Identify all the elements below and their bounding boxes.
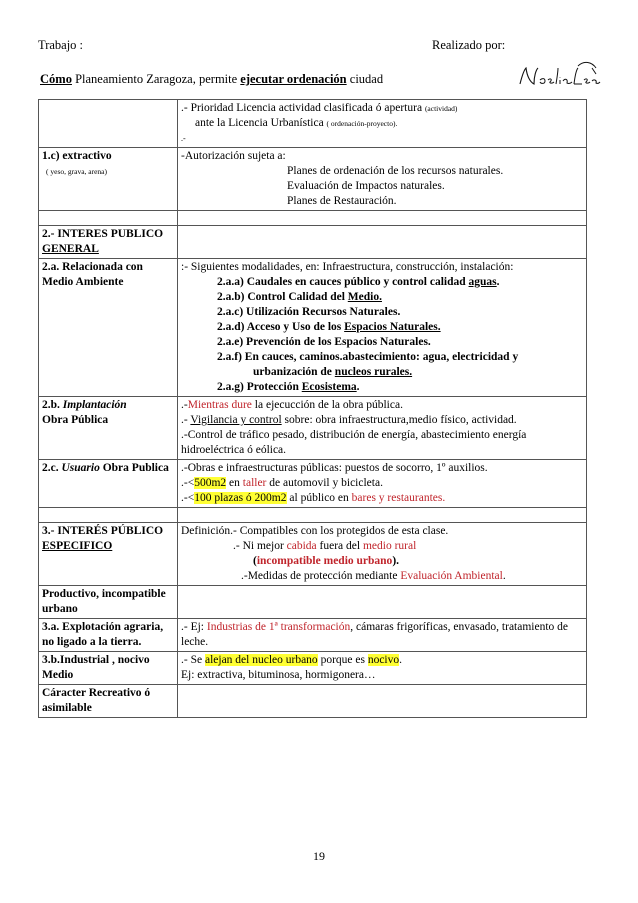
row5-line3: [181, 491, 583, 506]
table-row: [39, 619, 587, 652]
row4-title-rest: Obra Pública: [42, 414, 109, 426]
subtitle-mid: Planeamiento Zaragoza, permite: [71, 72, 241, 86]
row6-title: 3.- INTERÉS PÚBLICO ESPECIFICO: [42, 525, 164, 552]
row1-right-cell: [178, 148, 587, 211]
row4-line2: [181, 413, 583, 428]
row2-right-cell: [178, 226, 587, 259]
row3-item-b-text: 2.a.b) Control Calidad del: [217, 291, 348, 303]
row6-right-cell: [178, 523, 587, 586]
row0-line2: ante la Licencia Urbanística: [195, 117, 327, 129]
table-row: [39, 148, 587, 211]
row10-right-cell: [178, 685, 587, 718]
row2-left-cell: 2.- INTERES PUBLICO GENERAL: [39, 226, 178, 259]
row0-left-cell: [39, 100, 178, 148]
row9-line1: [181, 653, 583, 668]
row3-item-b: [181, 290, 583, 305]
header-realizado-por: Realizado por:: [432, 38, 506, 52]
row10-left-cell: Cáracter Recreativo ó asimilable: [39, 685, 178, 718]
subtitle: [40, 72, 383, 87]
row6-line2-mid: fuera del: [316, 540, 363, 552]
table-row: [39, 100, 587, 148]
row3-item-g: [181, 380, 583, 395]
table-row: [39, 586, 587, 619]
row4-left-cell: [39, 397, 178, 460]
row7-right-cell: [178, 586, 587, 619]
row9-right-cell: [178, 652, 587, 685]
row4-title-italic: Implantación: [62, 399, 127, 411]
row3-item-f2-underlined: nucleos rurales.: [334, 366, 413, 378]
row6-line3-red1: incompatible: [256, 555, 321, 567]
row3-item-c: 2.a.c) Utilización Recursos Naturales.: [217, 306, 401, 318]
row5-line2-red: taller: [242, 477, 267, 489]
table-row: [39, 685, 587, 718]
row6-line3: [181, 554, 583, 569]
row8-left-cell: 3.a. Explotación agraria, no ligado a la tierra.: [39, 619, 178, 652]
spacer-cell: [178, 508, 587, 523]
row9-line1-highlight1: alejan del nucleo urbano: [204, 654, 318, 666]
row9-line1-end: .: [399, 654, 403, 666]
row9-line1-text: porque es: [317, 654, 368, 666]
row9-line1-prefix: .- Se: [181, 654, 205, 666]
row9-left-cell: 3.b.Industrial , nocivo Medio: [39, 652, 178, 685]
row0-right-cell: [178, 100, 587, 148]
subtitle-end: ciudad: [346, 72, 384, 86]
row6-line4-text: .-Medidas de protección mediante: [241, 570, 401, 582]
signature-image: [512, 58, 602, 92]
table-row: [39, 652, 587, 685]
row5-line2-end: de automovil y bicicleta.: [266, 477, 383, 489]
row3-item-a-end: .: [496, 276, 500, 288]
row3-item-d-underlined: Espacios Naturales.: [344, 321, 441, 333]
row5-line3-prefix: .-<: [181, 492, 195, 504]
row5-right-cell: [178, 460, 587, 508]
row5-line2-highlight: 500m2: [194, 477, 227, 489]
row3-item-g-text: 2.a.g) Protección: [217, 381, 302, 393]
row1-line4: Planes de Restauración.: [287, 195, 397, 207]
row4-line3: .-Control de tráfico pesado, distribución de energía, abastecimiento energía hidroeléctrica ó eólica.: [181, 429, 527, 456]
table-row: [39, 259, 587, 397]
row6-line4: [181, 569, 583, 584]
row5-line2-text: en: [226, 477, 243, 489]
row4-line1-text: la ejecucción de la obra pública.: [251, 399, 403, 411]
row6-line1: Definición.- Compatibles con los protegidos de esta clase.: [181, 525, 449, 537]
row6-line3-close: ).: [392, 555, 400, 567]
row5-title-rest: Obra Publica: [99, 462, 169, 474]
table-row: [39, 508, 587, 523]
row3-item-a-underlined: aguas: [468, 276, 497, 288]
table-row: [39, 397, 587, 460]
spacer-cell: [39, 508, 178, 523]
row5-line1: .-Obras e infraestructuras públicas: puestos de socorro, 1º auxilios.: [181, 462, 488, 474]
row5-line2-prefix: .-<: [181, 477, 195, 489]
row1-left-cell: [39, 148, 178, 211]
row1-title: 1.c) extractivo: [42, 150, 112, 162]
spacer-cell: [39, 211, 178, 226]
row0-line3: .-: [181, 134, 186, 143]
spacer-cell: [178, 211, 587, 226]
row4-line2-prefix: .-: [181, 414, 191, 426]
table-row: [39, 523, 587, 586]
page-number: 19: [313, 849, 325, 863]
row9-line1-highlight2: nocivo: [367, 654, 400, 666]
row7-left-cell: Productivo, incompatible urbano: [39, 586, 178, 619]
row4-line2-underlined: Vigilancia y control: [190, 414, 282, 426]
row6-line3-open: (: [253, 555, 257, 567]
row3-item-b-underlined: Medio.: [347, 291, 382, 303]
row1-line2: Planes de ordenación de los recursos naturales.: [287, 165, 504, 177]
row3-item-a-text: 2.a.a) Caudales en cauces público y control calidad: [217, 276, 469, 288]
row8-line1-red: Industrias de 1ª transformación: [206, 621, 351, 633]
header-trabajo: Trabajo :: [38, 38, 84, 52]
row6-left-cell: [39, 523, 178, 586]
row6-line2-red2: medio rural: [362, 540, 417, 552]
row3-item-f2: [181, 365, 583, 380]
row6-line2-red1: cabida: [286, 540, 317, 552]
subtitle-como: Cómo: [40, 72, 72, 86]
row3-item-f: 2.a.f) En cauces, caminos.abastecimiento: agua, electricidad y: [217, 351, 519, 363]
row3-item-d-text: 2.a.d) Acceso y Uso de los: [217, 321, 345, 333]
row0-line2-small: ( ordenación-proyecto).: [326, 119, 398, 128]
row5-line3-highlight: 100 plazas ó 200m2: [194, 492, 287, 504]
row5-line3-text: al público en: [286, 492, 352, 504]
row3-item-d: [181, 320, 583, 335]
table-row: [39, 460, 587, 508]
row1-line3: Evaluación de Impactos naturales.: [287, 180, 445, 192]
row6-line4-red: Evaluación Ambiental: [400, 570, 503, 582]
row4-line1: [181, 398, 583, 413]
row5-line3-red: bares y restaurantes.: [351, 492, 446, 504]
row8-line1-prefix: .- Ej:: [181, 621, 207, 633]
row1-line1: -Autorización sujeta a:: [181, 150, 286, 162]
row3-item-a: [181, 275, 583, 290]
row3-item-g-end: .: [356, 381, 360, 393]
row5-left-cell: [39, 460, 178, 508]
content-table: [38, 99, 587, 718]
row8-line1: [181, 620, 583, 650]
row0-line1: .- Prioridad Licencia actividad clasificada ó apertura: [181, 102, 425, 114]
row0-line1-small: (actividad): [424, 104, 458, 113]
row8-right-cell: [178, 619, 587, 652]
subtitle-ejecutar: ejecutar ordenación: [240, 72, 347, 86]
table-row: [39, 211, 587, 226]
row3-item-g-underlined: Ecosistema: [301, 381, 357, 393]
table-row: [39, 226, 587, 259]
row4-line2-text: sobre: obra infraestructura,medio físico, actividad.: [281, 414, 517, 426]
row4-line1-red: Mientras dure: [187, 399, 252, 411]
row4-line1-prefix: .-: [181, 399, 188, 411]
row3-left-cell: 2.a. Relacionada con Medio Ambiente: [39, 259, 178, 397]
row3-item-e: 2.a.e) Prevención de los Espacios Naturales.: [217, 336, 431, 348]
row3-item-f2-text: urbanización de: [253, 366, 335, 378]
row5-title-italic: Usuario: [61, 462, 100, 474]
row4-right-cell: [178, 397, 587, 460]
row3-intro: :- Siguientes modalidades, en: Infraestructura, construcción, instalación:: [181, 261, 514, 273]
row9-line2: Ej: extractiva, bituminosa, hormigonera…: [181, 669, 376, 681]
row5-title-num: 2.c.: [42, 462, 62, 474]
row6-line4-end: .: [502, 570, 506, 582]
row1-subtitle: ( yeso, grava, arena): [46, 167, 108, 176]
row6-line3-red2: medio: [323, 555, 354, 567]
row6-line3-red3: urbano: [356, 555, 393, 567]
row6-line2: [181, 539, 583, 554]
row6-line2-text: .- Ni mejor: [233, 540, 287, 552]
row3-right-cell: [178, 259, 587, 397]
row4-title-num: 2.b.: [42, 399, 63, 411]
row5-line2: [181, 476, 583, 491]
row8-line1-text: , cámaras frigoríficas, envasado, tratamiento de leche.: [181, 621, 569, 648]
